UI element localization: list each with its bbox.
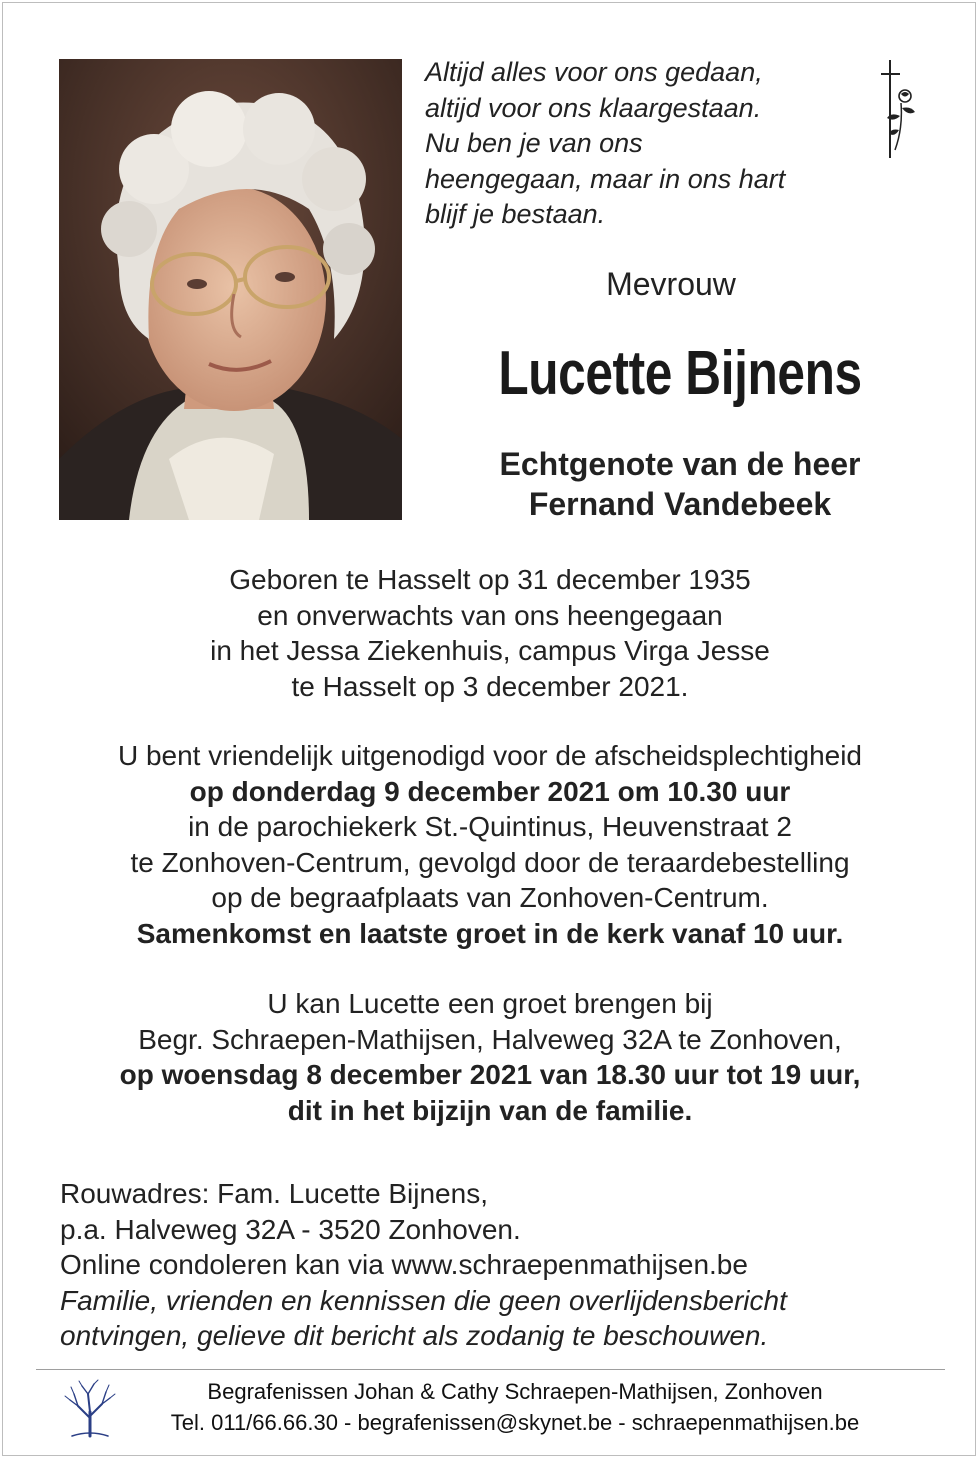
mourning-address: p.a. Halveweg 32A - 3520 Zonhoven. bbox=[60, 1213, 521, 1245]
birth-death-line: te Hasselt op 3 december 2021. bbox=[291, 670, 689, 702]
notice-line: ontvingen, gelieve dit bericht als zodanig te beschouwen. bbox=[60, 1320, 769, 1351]
cross-with-rose-icon bbox=[873, 58, 923, 160]
ceremony-place: op de begraafplaats van Zonhoven-Centrum. bbox=[211, 882, 769, 913]
visitation-family: dit in het bijzijn van de familie. bbox=[287, 1094, 693, 1126]
relation-line: Fernand Vandebeek bbox=[528, 486, 832, 522]
online-condolence: Online condoleren kan via www.schraepenmathijsen.be bbox=[60, 1249, 748, 1280]
poem bbox=[425, 55, 865, 233]
footer bbox=[120, 1376, 910, 1438]
contact-block bbox=[60, 1176, 960, 1354]
ceremony-place: in de parochiekerk St.-Quintinus, Heuvenstraat 2 bbox=[188, 811, 792, 842]
ceremony-datetime: op donderdag 9 december 2021 om 10.30 uur bbox=[189, 775, 791, 807]
visitation-datetime: op woensdag 8 december 2021 van 18.30 uur tot 19 uur, bbox=[119, 1059, 861, 1090]
funeral-company: Begrafenissen Johan & Cathy Schraepen-Mathijsen, Zonhoven bbox=[207, 1379, 823, 1404]
poem-line: heengegaan, maar in ons hart bbox=[425, 163, 786, 194]
ceremony-block bbox=[0, 738, 980, 951]
spouse-relation bbox=[420, 444, 940, 524]
poem-line: blijf je bestaan. bbox=[425, 199, 606, 229]
visitation-line: Begr. Schraepen-Mathijsen, Halveweg 32A te Zonhoven, bbox=[138, 1023, 842, 1055]
tree-logo-icon bbox=[62, 1378, 118, 1438]
poem-line: altijd voor ons klaargestaan. bbox=[425, 92, 762, 123]
ceremony-place: te Zonhoven-Centrum, gevolgd door de teraardebestelling bbox=[130, 846, 850, 878]
birth-death-line: en onverwachts van ons heengegaan bbox=[257, 599, 723, 631]
deceased-name: Lucette Bijnens bbox=[498, 339, 862, 408]
poem-line: Altijd alles voor ons gedaan, bbox=[425, 57, 763, 87]
mourning-address: Rouwadres: Fam. Lucette Bijnens, bbox=[60, 1178, 488, 1209]
birth-death-block bbox=[0, 562, 980, 704]
visitation-block bbox=[0, 986, 980, 1128]
birth-death-line: in het Jessa Ziekenhuis, campus Virga Jesse bbox=[210, 635, 770, 666]
birth-death-line: Geboren te Hasselt op 31 december 1935 bbox=[229, 564, 751, 595]
notice-line: Familie, vrienden en kennissen die geen overlijdensbericht bbox=[60, 1284, 787, 1316]
relation-line: Echtgenote van de heer bbox=[499, 446, 861, 482]
visitation-line: U kan Lucette een groet brengen bij bbox=[267, 988, 713, 1019]
footer-divider bbox=[36, 1369, 945, 1370]
ceremony-invite: U bent vriendelijk uitgenodigd voor de afscheidsplechtigheid bbox=[117, 740, 863, 771]
poem-line: Nu ben je van ons bbox=[425, 128, 643, 158]
ceremony-gathering: Samenkomst en laatste groet in de kerk vanaf 10 uur. bbox=[136, 917, 844, 949]
portrait-photo bbox=[59, 59, 402, 520]
salutation: Mevrouw bbox=[606, 266, 736, 302]
company-contacts: Tel. 011/66.66.30 - begrafenissen@skynet.be - schraepenmathijsen.be bbox=[170, 1410, 860, 1435]
